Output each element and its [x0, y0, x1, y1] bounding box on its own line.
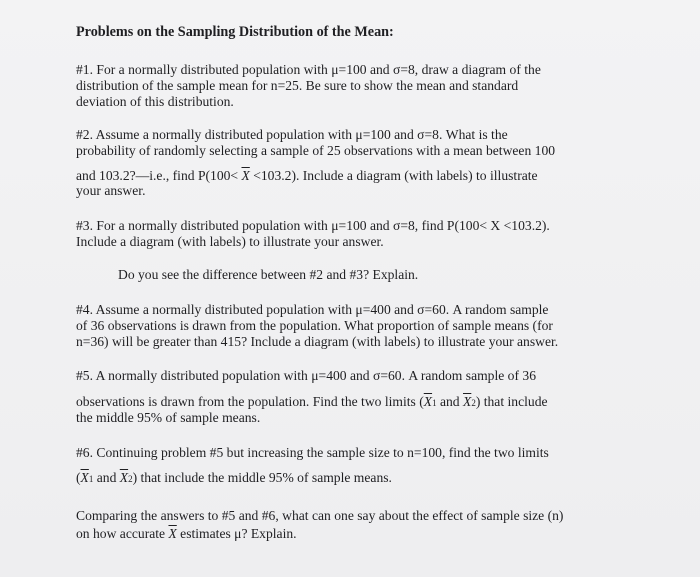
- problem-4-line-3: n=36) will be greater than 415? Include a diagram (with labels) to illustrate your answer.: [76, 334, 559, 349]
- page-title: Problems on the Sampling Distribution of the Mean:: [76, 24, 394, 40]
- problem-1-line-3: deviation of this distribution.: [76, 94, 234, 109]
- x-bar-symbol: $\overline{X}$: [168, 526, 177, 541]
- question-difference: Do you see the difference between #2 and #3? Explain.: [118, 267, 419, 282]
- subscript-1: 1: [88, 474, 94, 484]
- problem-2-text-a: and 103.2?—i.e., find P(100<: [76, 168, 242, 183]
- open-paren: (: [76, 470, 81, 485]
- problem-1-line-1: #1. For a normally distributed population with μ=100 and σ=8, draw a diagram of the: [76, 62, 541, 77]
- x-bar-symbol: $\overline{X}$: [463, 394, 472, 409]
- problem-2-line-2: probability of randomly selecting a sample of 25 observations with a mean between 100: [76, 143, 556, 158]
- problem-3-line-2: Include a diagram (with labels) to illustrate your answer.: [76, 234, 384, 249]
- subscript-2: 2: [128, 474, 133, 484]
- problem-2-line-1: #2. Assume a normally distributed population with μ=100 and σ=8. What is the: [76, 127, 508, 142]
- problem-2-line-4: your answer.: [76, 183, 146, 198]
- subscript-2: 2: [471, 398, 476, 408]
- problem-5-line-1: #5. A normally distributed population with μ=400 and σ=60. A random sample of 36: [76, 368, 536, 383]
- problem-6-line-2: [76, 470, 392, 487]
- x-bar-symbol: $\overline{X}$: [119, 470, 129, 485]
- subscript-1: 1: [432, 398, 437, 408]
- problem-3-line-1: #3. For a normally distributed population with μ=100 and σ=8, find P(100< X <103.2).: [76, 218, 550, 233]
- problem-6-line-1: #6. Continuing problem #5 but increasing the sample size to n=100, find the two limits: [76, 445, 549, 460]
- problem-4-line-2: of 36 observations is drawn from the population. What proportion of sample means (for: [76, 318, 553, 333]
- problem-6-text-b: ) that include the middle 95% of sample means.: [132, 470, 392, 485]
- conjunction: and: [436, 394, 463, 409]
- problem-5-text-b: ) that include: [475, 394, 548, 409]
- closing-question-line-1: Comparing the answers to #5 and #6, what can one say about the effect of sample size (n): [76, 508, 564, 523]
- x-bar-symbol: $\overline{X}$: [423, 394, 433, 409]
- closing-text-b: estimates μ? Explain.: [176, 526, 297, 541]
- problem-5-line-2: [76, 394, 548, 411]
- problem-1-line-2: distribution of the sample mean for n=25. Be sure to show the mean and standard: [76, 78, 519, 93]
- problem-2-line-3: [76, 168, 538, 184]
- problem-2-text-b: <103.2). Include a diagram (with labels) to illustrate: [249, 168, 538, 183]
- problem-5-line-3: the middle 95% of sample means.: [76, 410, 261, 425]
- x-bar-symbol: $\overline{X}$: [241, 168, 250, 183]
- problem-4-line-1: #4. Assume a normally distributed population with μ=400 and σ=60. A random sample: [76, 302, 549, 317]
- closing-question-line-2: [76, 526, 297, 542]
- x-bar-symbol: $\overline{X}$: [80, 470, 89, 485]
- closing-text-a: on how accurate: [76, 526, 169, 541]
- conjunction: and: [93, 470, 120, 485]
- problem-5-text-a: observations is drawn from the population. Find the two limits (: [76, 394, 424, 409]
